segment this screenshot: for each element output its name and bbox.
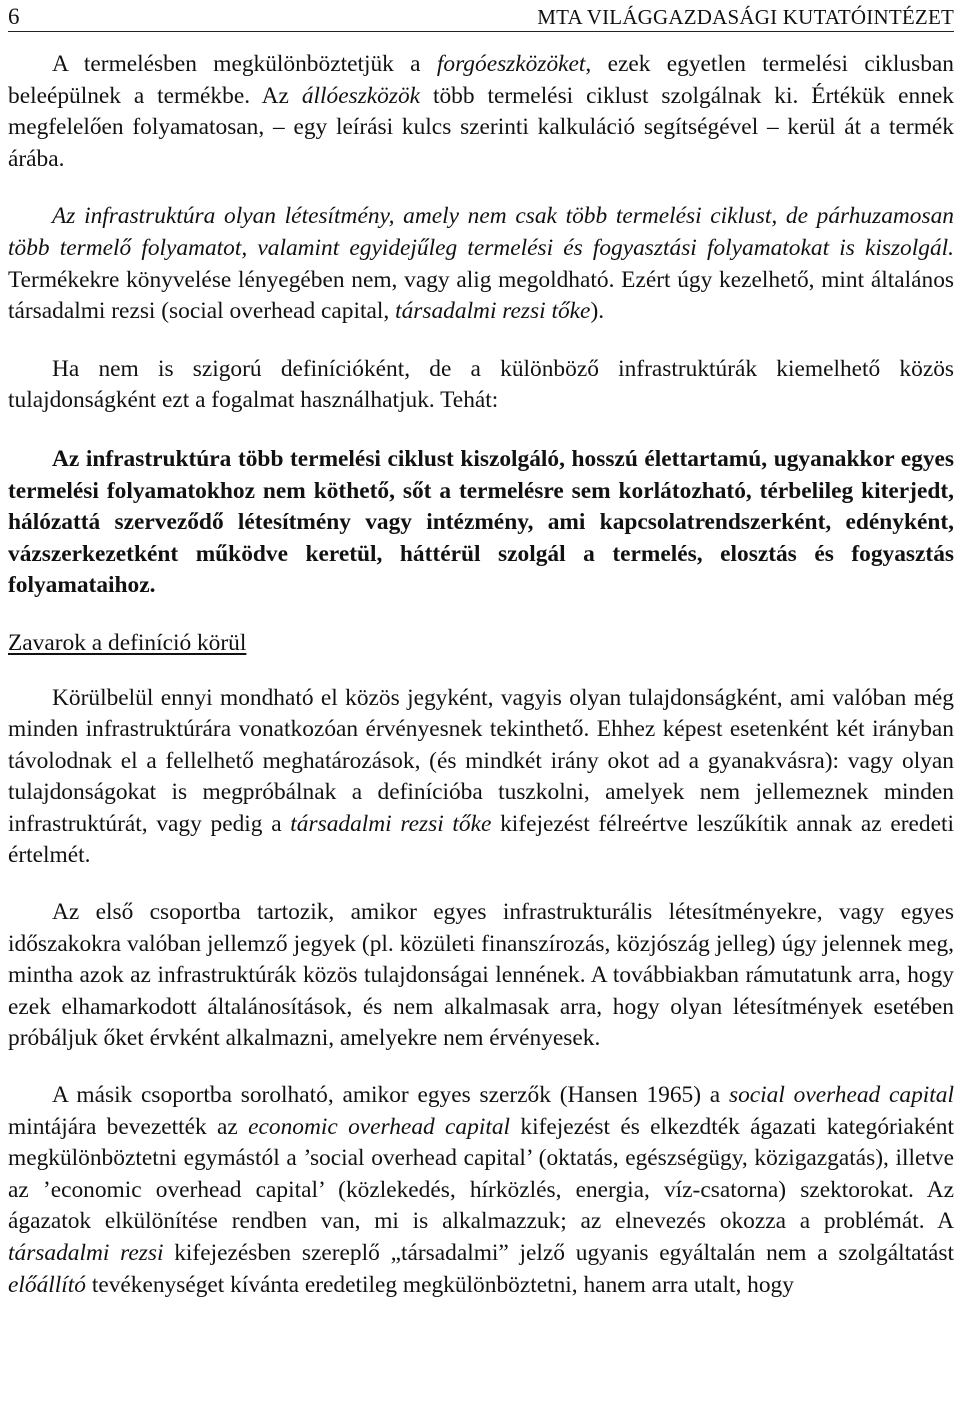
paragraph-first-group: Az első csoportba tartozik, amikor egyes infrastrukturális létesítményekre, vagy egyes időszakokra valóban jellemző jegyek (pl. közületi finanszírozás, közjószág jelleg) úgy jelennek meg, mintha azok az infrastruktúrák közös tulajdonságai lennének. A továbbiakban rámutatunk arra, hogy ezek elhamarkodott általánosítások, és nem alkalmasak arra, hogy olyan létesítmények esetében próbáljuk őket érvként alkalmazni, amelyekre nem érvényesek. — [8, 899, 954, 1052]
paragraph-bold-definition: Az infrastruktúra több termelési ciklust kiszolgáló, hosszú élettartamú, ugyanakkor egyes termelési folyamatokhoz nem köthető, sőt a termelésre sem korlátozható, térbelileg kiterjedt, hálózattá szerveződő létesítmény vagy intézmény, ami kapcsolatrendszerként, edényként, vázszerkezetként működve keretül, háttérül szolgál a termelés, elosztás és fogyasztás folyamataihoz. — [8, 445, 954, 599]
text-run: tevékenységet kívánta eredetileg megkülönböztetni, hanem arra utalt, hogy — [85, 1271, 794, 1298]
text-run: kifejezést félreértve leszűkítik annak az eredeti értelmét. — [8, 810, 954, 869]
text-run: ). — [590, 298, 605, 325]
italic-term-producing: előállító — [8, 1271, 86, 1298]
paragraph-assets — [8, 49, 954, 175]
italic-term-fixed-assets: állóeszközök — [301, 82, 421, 109]
text-run: több termelési ciklust szolgálnak ki. Értékük ennek megfelelően folyamatosan, – egy leírási kulcs szerinti kalkuláció segítségével – kerül át a termék árába. — [8, 82, 954, 172]
italic-term-economic-overhead-capital: economic overhead capital — [248, 1113, 511, 1140]
text-run: Körülbelül ennyi mondható el közös jegyként, vagyis olyan tulajdonságként, ami valóban még minden infrastruktúrára vonatkozóan érvényesnek tekinthető. Ehhez képest esetenként két irányban távolodnak el a fellelhető meghatározások, (és mindkét irány okot ad a gyanakvásra): vagy olyan tulajdonságokat is megpróbálnak a definícióba tuszkolni, amelyek nem jellemeznek minden infrastruktúrát, vagy pedig a — [8, 684, 954, 837]
text-run: mintájára bevezették az — [8, 1113, 249, 1140]
text-run: kifejezést és elkezdték ágazati kategóriaként megkülönböztetni egymástól a ’social overhead capital’ (oktatás, egészségügy, közigazgatás), illetve az ’economic overhead capital’ (közlekedés, hírközlés, energia, víz-csatorna) szektorokat. Az ágazatok elkülönítése rendben van, mi is alkalmazzuk; az elnevezés okozza a problémát. A — [8, 1113, 954, 1235]
page-number: 6 — [8, 4, 20, 29]
text-run: A másik csoportba sorolható, amikor egyes szerzők (Hansen 1965) a — [52, 1082, 729, 1109]
document-page — [8, 0, 954, 1301]
text-run: , ezek egyetlen termelési ciklusban beleépülnek a termékbe. Az — [8, 51, 955, 109]
italic-definition: Az infrastruktúra olyan létesítmény, amely nem csak több termelési ciklust, de párhuzamosan több termelő folyamatot, valamint egyidejűleg termelési és fogyasztási folyamatokat is kiszolgál. — [8, 203, 954, 261]
paragraph-common-feature — [8, 683, 954, 873]
italic-term-social-overhead: társadalmi rezsi tőke — [395, 298, 591, 325]
paragraph-infrastructure-definition — [8, 201, 954, 327]
text-run: A termelésben megkülönböztetjük a — [52, 51, 437, 77]
running-header — [8, 0, 954, 32]
italic-term-social-overhead-capital: social overhead capital — [728, 1082, 954, 1109]
text-run: kifejezésben szereplő „társadalmi” jelző ugyanis egyáltalán nem a szolgáltatást — [163, 1240, 954, 1266]
paragraph-second-group — [8, 1080, 954, 1301]
journal-name: MTA VILÁGGAZDASÁGI KUTATÓINTÉZET — [537, 5, 954, 29]
italic-term-social-rezsi: társadalmi rezsi — [8, 1240, 164, 1266]
italic-term-current-assets: forgóeszközöket — [436, 51, 586, 77]
text-run: Termékekre könyvelése lényegében nem, vagy alig megoldható. Ezért úgy kezelhető, mint általános társadalmi rezsi (social overhead capital, — [8, 266, 954, 325]
section-heading: Zavarok a definíció körül — [8, 629, 247, 656]
italic-term-social-overhead: társadalmi rezsi tőke — [290, 810, 492, 837]
paragraph-common-property: Ha nem is szigorú definícióként, de a különböző infrastruktúrák kiemelhető közös tulajdonságként ezt a fogalmat használhatjuk. Tehát: — [8, 355, 954, 414]
